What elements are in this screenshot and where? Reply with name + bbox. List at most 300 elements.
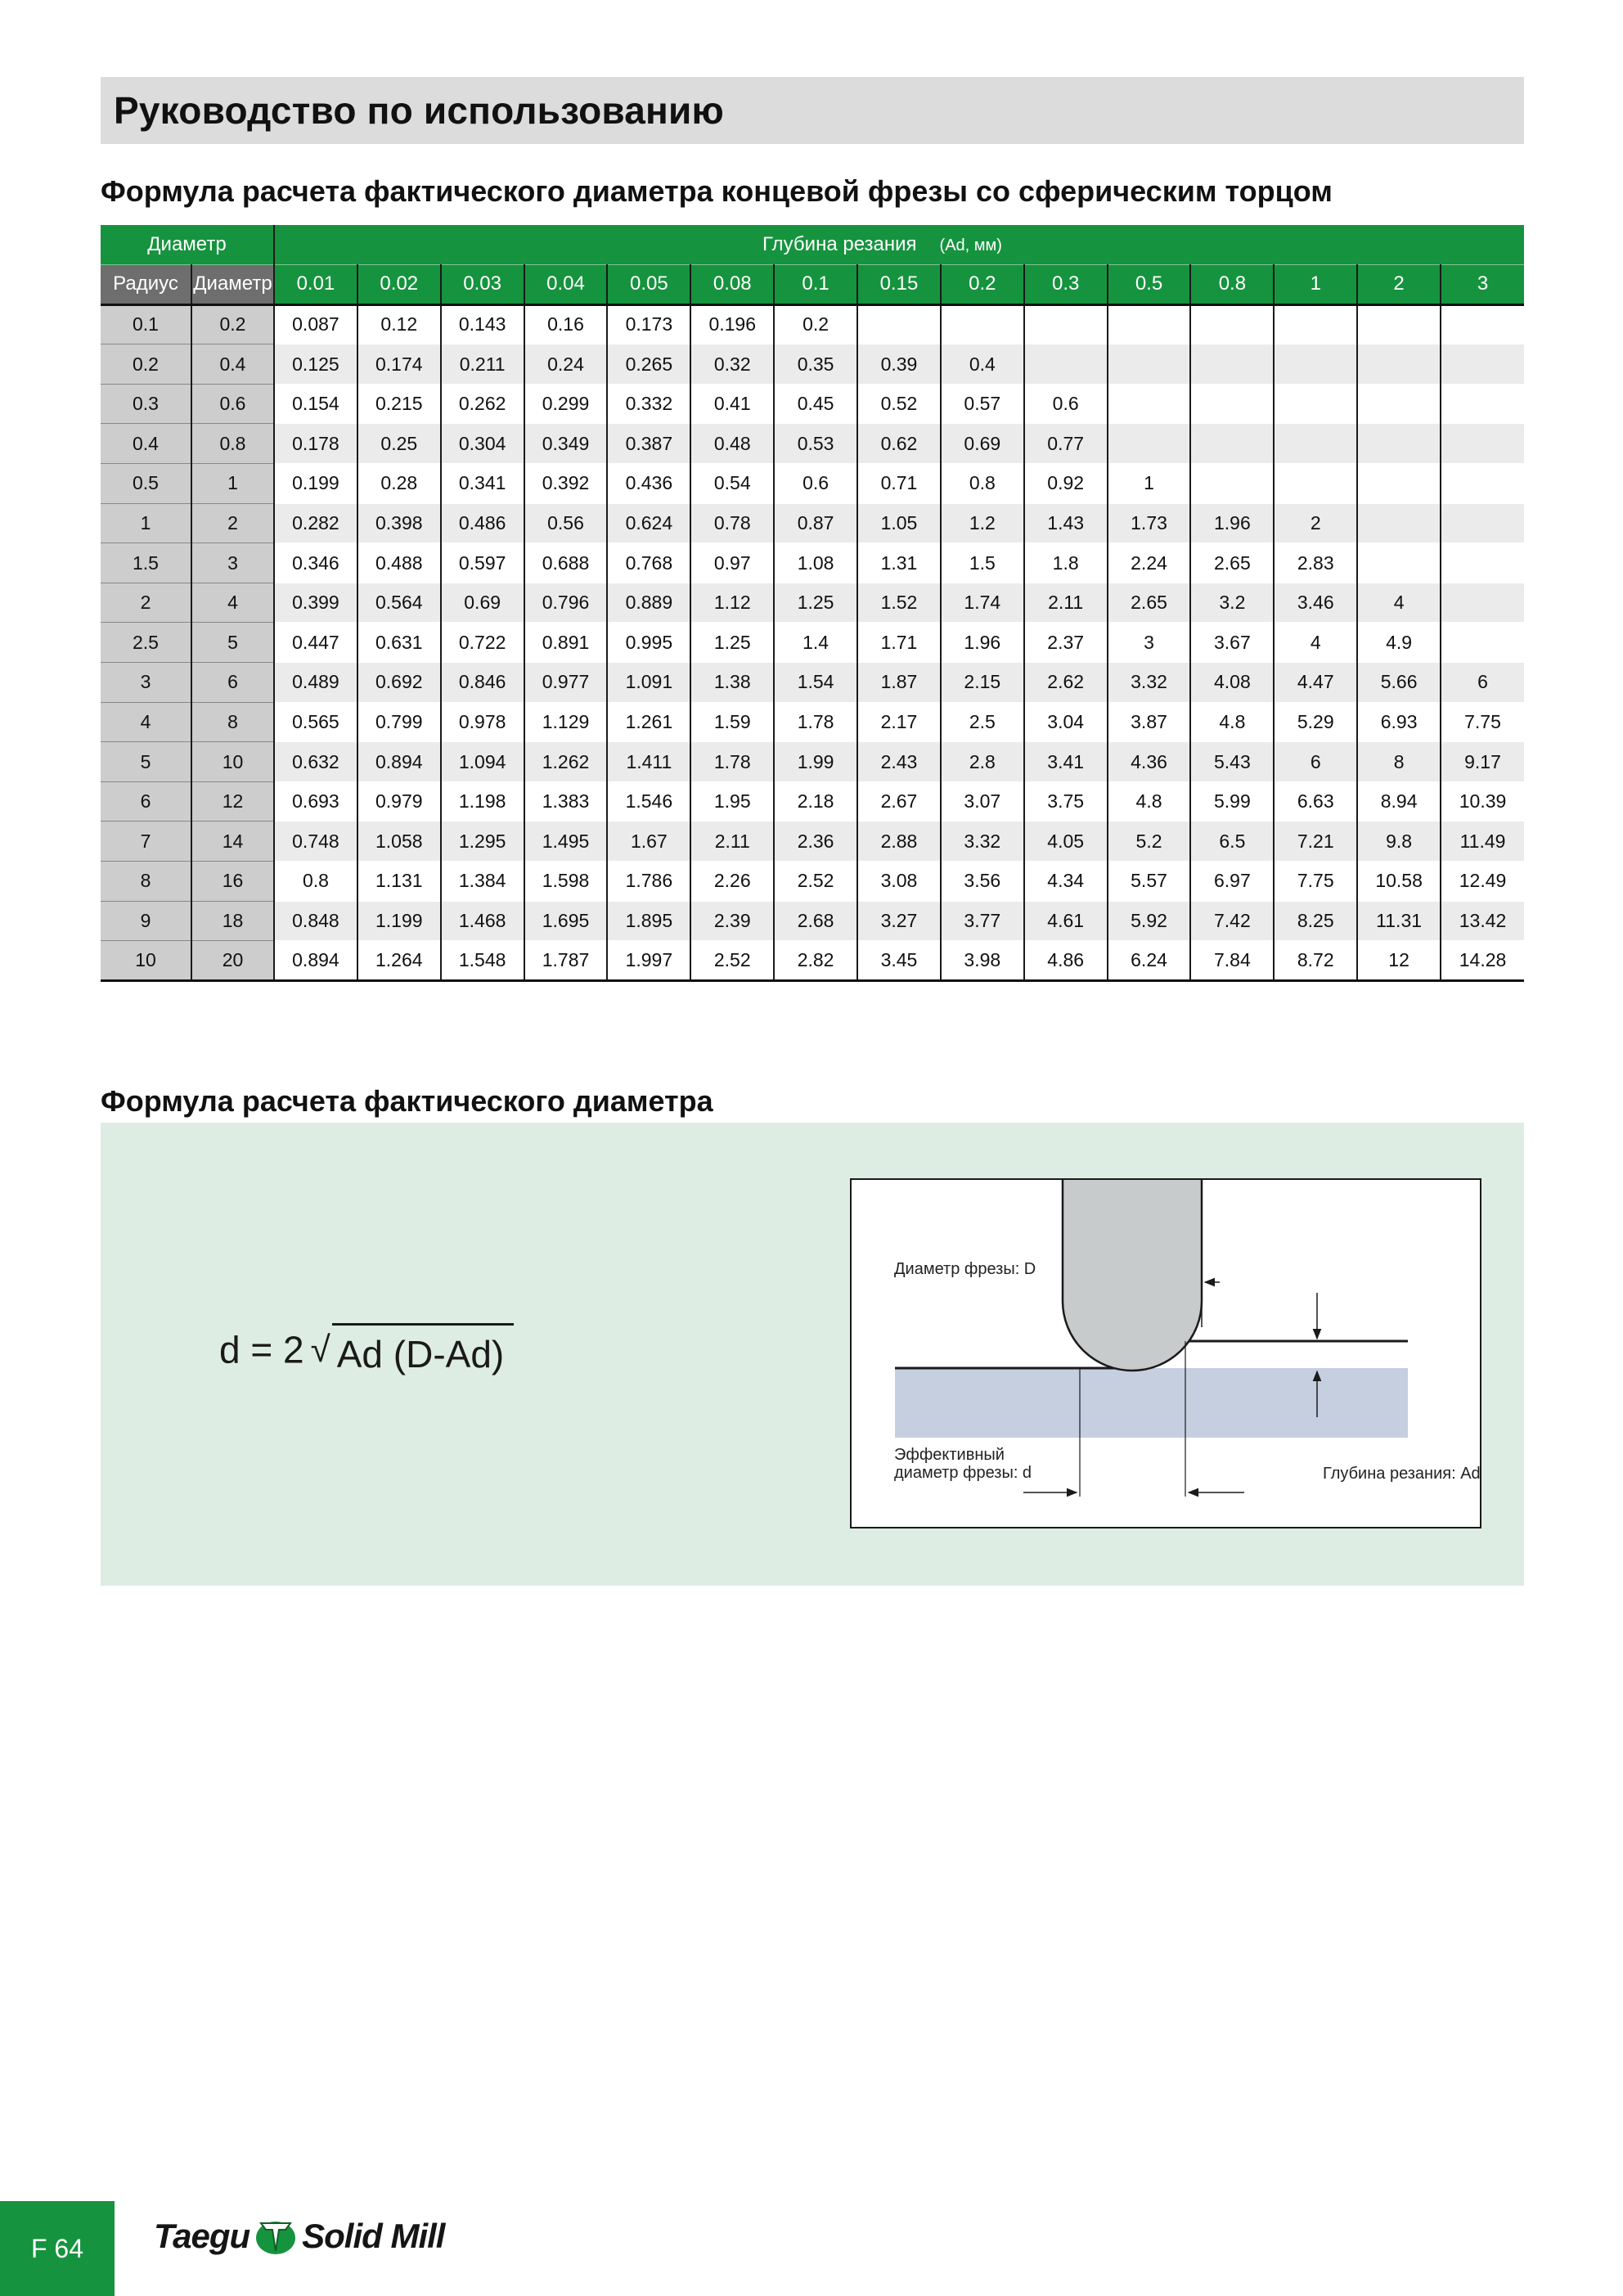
effective-diameter-cell: 0.565 bbox=[274, 702, 357, 742]
effective-diameter-cell: 0.692 bbox=[357, 663, 441, 703]
effective-diameter-cell: 0.174 bbox=[357, 344, 441, 385]
effective-diameter-cell: 1.598 bbox=[524, 862, 608, 902]
effective-diameter-cell: 1 bbox=[1108, 464, 1191, 504]
workpiece-shape bbox=[895, 1368, 1408, 1438]
diameter-cell: 0.4 bbox=[191, 344, 274, 385]
effective-diameter-cell: 1.4 bbox=[774, 623, 857, 663]
effective-diameter-cell: 4.61 bbox=[1024, 901, 1108, 941]
column-header-depth: 0.3 bbox=[1024, 265, 1108, 305]
effective-diameter-cell bbox=[1441, 503, 1524, 543]
table-row bbox=[101, 742, 1524, 782]
effective-diameter-cell: 2.43 bbox=[857, 742, 941, 782]
diameter-cell: 18 bbox=[191, 901, 274, 941]
effective-diameter-label-line1: Эффективный bbox=[894, 1446, 1005, 1464]
effective-diameter-cell: 2.52 bbox=[690, 941, 774, 981]
radius-cell: 1 bbox=[101, 503, 191, 543]
effective-diameter-cell: 0.8 bbox=[274, 862, 357, 902]
effective-diameter-cell: 3.56 bbox=[941, 862, 1024, 902]
effective-diameter-cell: 1.261 bbox=[607, 702, 690, 742]
effective-diameter-cell: 0.889 bbox=[607, 583, 690, 623]
group-header-diameter: Диаметр bbox=[101, 225, 274, 265]
effective-diameter-cell: 2.15 bbox=[941, 663, 1024, 703]
column-header-depth: 0.02 bbox=[357, 265, 441, 305]
effective-diameter-cell: 3.75 bbox=[1024, 781, 1108, 822]
effective-diameter-cell: 1.05 bbox=[857, 503, 941, 543]
effective-diameter-cell: 4.47 bbox=[1274, 663, 1357, 703]
effective-diameter-cell: 0.16 bbox=[524, 304, 608, 344]
page-number: F 64 bbox=[30, 2233, 84, 2263]
effective-diameter-cell: 1.468 bbox=[441, 901, 524, 941]
effective-diameter-cell: 6.24 bbox=[1108, 941, 1191, 981]
radius-cell: 2.5 bbox=[101, 623, 191, 663]
brand-name-part2: Solid Mill bbox=[302, 2217, 445, 2255]
effective-diameter-cell: 0.41 bbox=[690, 384, 774, 424]
effective-diameter-cell: 0.978 bbox=[441, 702, 524, 742]
effective-diameter-cell: 2.82 bbox=[774, 941, 857, 981]
column-header-diameter: Диаметр bbox=[191, 265, 274, 305]
effective-diameter-cell: 4.36 bbox=[1108, 742, 1191, 782]
effective-diameter-cell: 0.35 bbox=[774, 344, 857, 385]
column-header-depth: 0.04 bbox=[524, 265, 608, 305]
effective-diameter-cell: 0.564 bbox=[357, 583, 441, 623]
effective-diameter-cell: 0.768 bbox=[607, 543, 690, 583]
effective-diameter-cell: 0.262 bbox=[441, 384, 524, 424]
effective-diameter-cell: 2.36 bbox=[774, 822, 857, 862]
effective-diameter-cell: 0.995 bbox=[607, 623, 690, 663]
effective-diameter-cell: 4.9 bbox=[1357, 623, 1441, 663]
column-header-depth: 0.5 bbox=[1108, 265, 1191, 305]
effective-diameter-cell: 1.25 bbox=[774, 583, 857, 623]
effective-diameter-cell bbox=[1024, 304, 1108, 344]
effective-diameter-cell: 10.58 bbox=[1357, 862, 1441, 902]
effective-diameter-cell bbox=[1108, 344, 1191, 385]
table-row bbox=[101, 543, 1524, 583]
effective-diameter-cell: 10.39 bbox=[1441, 781, 1524, 822]
diameter-cell: 14 bbox=[191, 822, 274, 862]
effective-diameter-cell: 0.299 bbox=[524, 384, 608, 424]
effective-diameter-cell: 1.8 bbox=[1024, 543, 1108, 583]
effective-diameter-cell: 0.979 bbox=[357, 781, 441, 822]
column-header-radius: Радиус bbox=[101, 265, 191, 305]
effective-diameter-cell: 0.28 bbox=[357, 464, 441, 504]
effective-diameter-cell: 0.92 bbox=[1024, 464, 1108, 504]
diameter-cell: 5 bbox=[191, 623, 274, 663]
column-header-depth: 0.1 bbox=[774, 265, 857, 305]
effective-diameter-cell: 2.52 bbox=[774, 862, 857, 902]
effective-diameter-cell: 1.99 bbox=[774, 742, 857, 782]
effective-diameter-cell: 1.091 bbox=[607, 663, 690, 703]
formula-panel bbox=[101, 1123, 1524, 1586]
brand-logo bbox=[154, 2214, 444, 2258]
depth-of-cut-label: Глубина резания: Ad bbox=[1323, 1465, 1481, 1483]
radius-cell: 5 bbox=[101, 742, 191, 782]
effective-diameter-cell: 0.722 bbox=[441, 623, 524, 663]
effective-diameter-cell: 1.786 bbox=[607, 862, 690, 902]
effective-diameter-cell: 2.65 bbox=[1190, 543, 1274, 583]
table-row bbox=[101, 941, 1524, 981]
effective-diameter-cell: 1.31 bbox=[857, 543, 941, 583]
effective-diameter-cell: 1.695 bbox=[524, 901, 608, 941]
radius-cell: 6 bbox=[101, 781, 191, 822]
effective-diameter-cell: 0.436 bbox=[607, 464, 690, 504]
effective-diameter-cell: 8 bbox=[1357, 742, 1441, 782]
table-row bbox=[101, 623, 1524, 663]
effective-diameter-cell: 1.73 bbox=[1108, 503, 1191, 543]
effective-diameter-cell: 1.74 bbox=[941, 583, 1024, 623]
page-title: Руководство по использованию bbox=[114, 89, 724, 132]
effective-diameter-cell: 1.383 bbox=[524, 781, 608, 822]
effective-diameter-cell: 6.63 bbox=[1274, 781, 1357, 822]
effective-diameter-cell: 3.08 bbox=[857, 862, 941, 902]
table-row bbox=[101, 781, 1524, 822]
effective-diameter-cell: 5.92 bbox=[1108, 901, 1191, 941]
effective-diameter-cell: 3.46 bbox=[1274, 583, 1357, 623]
effective-diameter-cell: 0.69 bbox=[441, 583, 524, 623]
effective-diameter-cell: 12 bbox=[1357, 941, 1441, 981]
effective-diameter-cell: 4.86 bbox=[1024, 941, 1108, 981]
column-header-depth: 0.8 bbox=[1190, 265, 1274, 305]
effective-diameter-cell: 13.42 bbox=[1441, 901, 1524, 941]
effective-diameter-cell: 0.447 bbox=[274, 623, 357, 663]
effective-diameter-cell: 0.78 bbox=[690, 503, 774, 543]
effective-diameter-cell: 4 bbox=[1357, 583, 1441, 623]
effective-diameter-cell bbox=[1357, 424, 1441, 464]
effective-diameter-cell: 0.6 bbox=[1024, 384, 1108, 424]
table-row bbox=[101, 424, 1524, 464]
diameter-cell: 16 bbox=[191, 862, 274, 902]
effective-diameter-cell: 0.392 bbox=[524, 464, 608, 504]
cutter-diameter-label: Диаметр фрезы: D bbox=[894, 1260, 1036, 1278]
effective-diameter-cell: 11.49 bbox=[1441, 822, 1524, 862]
effective-diameter-cell: 2.62 bbox=[1024, 663, 1108, 703]
effective-diameter-cell bbox=[1274, 464, 1357, 504]
effective-diameter-cell: 3.77 bbox=[941, 901, 1024, 941]
effective-diameter-cell: 0.304 bbox=[441, 424, 524, 464]
effective-diameter-cell: 2.39 bbox=[690, 901, 774, 941]
effective-diameter-cell: 9.17 bbox=[1441, 742, 1524, 782]
effective-diameter-cell: 1.384 bbox=[441, 862, 524, 902]
effective-diameter-cell: 1.058 bbox=[357, 822, 441, 862]
table-row bbox=[101, 503, 1524, 543]
effective-diameter-cell: 0.87 bbox=[774, 503, 857, 543]
effective-diameter-cell: 1.895 bbox=[607, 901, 690, 941]
effective-diameter-cell bbox=[1441, 543, 1524, 583]
effective-diameter-cell: 4.8 bbox=[1108, 781, 1191, 822]
effective-diameter-cell: 0.087 bbox=[274, 304, 357, 344]
effective-diameter-cell: 0.52 bbox=[857, 384, 941, 424]
diameter-cell: 12 bbox=[191, 781, 274, 822]
radius-cell: 0.3 bbox=[101, 384, 191, 424]
effective-diameter-cell: 0.62 bbox=[857, 424, 941, 464]
effective-diameter-cell: 0.624 bbox=[607, 503, 690, 543]
column-header-depth: 0.2 bbox=[941, 265, 1024, 305]
effective-diameter-cell: 0.53 bbox=[774, 424, 857, 464]
effective-diameter-cell: 1.43 bbox=[1024, 503, 1108, 543]
group-header-depth bbox=[274, 225, 1524, 265]
effective-diameter-cell: 0.57 bbox=[941, 384, 1024, 424]
effective-diameter-cell bbox=[1190, 384, 1274, 424]
column-header-depth: 0.15 bbox=[857, 265, 941, 305]
effective-diameter-cell: 0.12 bbox=[357, 304, 441, 344]
effective-diameter-cell: 0.154 bbox=[274, 384, 357, 424]
table-group-header-row bbox=[101, 225, 1524, 265]
effective-diameter-cell bbox=[1274, 384, 1357, 424]
effective-diameter-cell: 0.215 bbox=[357, 384, 441, 424]
effective-diameter-cell: 2.11 bbox=[1024, 583, 1108, 623]
effective-diameter-cell: 0.894 bbox=[274, 941, 357, 981]
effective-diameter-cell: 4 bbox=[1274, 623, 1357, 663]
effective-diameter-table bbox=[101, 225, 1524, 982]
effective-diameter-cell: 2.65 bbox=[1108, 583, 1191, 623]
effective-diameter-cell: 0.8 bbox=[941, 464, 1024, 504]
effective-diameter-cell bbox=[1274, 304, 1357, 344]
effective-diameter-cell: 5.66 bbox=[1357, 663, 1441, 703]
depth-header-label: Глубина резания bbox=[762, 233, 917, 256]
effective-diameter-cell: 3.27 bbox=[857, 901, 941, 941]
effective-diameter-cell: 12.49 bbox=[1441, 862, 1524, 902]
depth-header-unit: (Ad, мм) bbox=[939, 236, 1002, 255]
page-number-tab bbox=[0, 2201, 115, 2296]
effective-diameter-cell bbox=[1190, 464, 1274, 504]
effective-diameter-cell bbox=[1357, 304, 1441, 344]
effective-diameter-cell: 0.349 bbox=[524, 424, 608, 464]
radius-cell: 3 bbox=[101, 663, 191, 703]
column-header-depth: 0.08 bbox=[690, 265, 774, 305]
formula-lhs: d = 2 bbox=[219, 1328, 304, 1371]
table-row bbox=[101, 304, 1524, 344]
effective-diameter-cell: 5.99 bbox=[1190, 781, 1274, 822]
radius-cell: 4 bbox=[101, 702, 191, 742]
column-header-depth: 0.01 bbox=[274, 265, 357, 305]
effective-diameter-cell: 2.18 bbox=[774, 781, 857, 822]
effective-diameter-cell: 0.486 bbox=[441, 503, 524, 543]
effective-diameter-cell: 0.6 bbox=[774, 464, 857, 504]
effective-diameter-cell: 1.54 bbox=[774, 663, 857, 703]
effective-diameter-cell: 0.631 bbox=[357, 623, 441, 663]
radius-cell: 0.5 bbox=[101, 464, 191, 504]
effective-diameter-cell: 0.32 bbox=[690, 344, 774, 385]
effective-diameter-cell: 5.29 bbox=[1274, 702, 1357, 742]
effective-diameter-cell bbox=[1441, 623, 1524, 663]
effective-diameter-cell: 0.45 bbox=[774, 384, 857, 424]
effective-diameter-cell: 2.67 bbox=[857, 781, 941, 822]
effective-diameter-cell: 1.25 bbox=[690, 623, 774, 663]
diameter-cell: 0.2 bbox=[191, 304, 274, 344]
formula-section-title: Формула расчета фактического диаметра bbox=[101, 1084, 713, 1118]
effective-diameter-cell: 8.94 bbox=[1357, 781, 1441, 822]
effective-diameter-cell: 1.96 bbox=[941, 623, 1024, 663]
effective-diameter-cell: 3.32 bbox=[1108, 663, 1191, 703]
effective-diameter-cell: 1.71 bbox=[857, 623, 941, 663]
effective-diameter-cell bbox=[1274, 424, 1357, 464]
effective-diameter-cell: 4.08 bbox=[1190, 663, 1274, 703]
effective-diameter-cell: 0.282 bbox=[274, 503, 357, 543]
effective-diameter-cell: 0.488 bbox=[357, 543, 441, 583]
effective-diameter-cell: 1.264 bbox=[357, 941, 441, 981]
effective-diameter-cell: 1.95 bbox=[690, 781, 774, 822]
effective-diameter-cell: 0.891 bbox=[524, 623, 608, 663]
effective-diameter-cell: 0.693 bbox=[274, 781, 357, 822]
diameter-cell: 1 bbox=[191, 464, 274, 504]
effective-diameter-cell bbox=[1190, 344, 1274, 385]
effective-diameter-cell: 2 bbox=[1274, 503, 1357, 543]
radius-cell: 1.5 bbox=[101, 543, 191, 583]
table-row bbox=[101, 822, 1524, 862]
effective-diameter-cell: 0.54 bbox=[690, 464, 774, 504]
effective-diameter-cell: 1.198 bbox=[441, 781, 524, 822]
effective-diameter-cell bbox=[1357, 503, 1441, 543]
effective-diameter-cell: 1.411 bbox=[607, 742, 690, 782]
effective-diameter-cell: 0.489 bbox=[274, 663, 357, 703]
effective-diameter-cell: 0.796 bbox=[524, 583, 608, 623]
effective-diameter-cell: 2.26 bbox=[690, 862, 774, 902]
effective-diameter-cell: 2.88 bbox=[857, 822, 941, 862]
effective-diameter-cell: 1.495 bbox=[524, 822, 608, 862]
effective-diameter-cell: 2.5 bbox=[941, 702, 1024, 742]
effective-diameter-cell: 1.199 bbox=[357, 901, 441, 941]
effective-diameter-cell: 3.32 bbox=[941, 822, 1024, 862]
table-column-header-row bbox=[101, 265, 1524, 305]
effective-diameter-cell: 1.094 bbox=[441, 742, 524, 782]
table-body bbox=[101, 304, 1524, 980]
effective-diameter-cell: 0.894 bbox=[357, 742, 441, 782]
effective-diameter-cell: 6.97 bbox=[1190, 862, 1274, 902]
radius-cell: 8 bbox=[101, 862, 191, 902]
table-row bbox=[101, 663, 1524, 703]
effective-diameter-cell: 7.75 bbox=[1274, 862, 1357, 902]
effective-diameter-cell: 0.173 bbox=[607, 304, 690, 344]
effective-diameter-cell: 0.125 bbox=[274, 344, 357, 385]
effective-diameter-cell bbox=[1441, 424, 1524, 464]
effective-diameter-cell: 0.77 bbox=[1024, 424, 1108, 464]
table-row bbox=[101, 901, 1524, 941]
effective-diameter-cell: 1.59 bbox=[690, 702, 774, 742]
effective-diameter-cell: 0.24 bbox=[524, 344, 608, 385]
radius-cell: 10 bbox=[101, 941, 191, 981]
effective-diameter-cell: 0.69 bbox=[941, 424, 1024, 464]
effective-diameter-cell: 1.12 bbox=[690, 583, 774, 623]
effective-diameter-cell: 0.799 bbox=[357, 702, 441, 742]
effective-diameter-cell: 0.748 bbox=[274, 822, 357, 862]
table-row bbox=[101, 384, 1524, 424]
effective-diameter-cell: 6.93 bbox=[1357, 702, 1441, 742]
effective-diameter-cell: 3.87 bbox=[1108, 702, 1191, 742]
effective-diameter-cell: 1.67 bbox=[607, 822, 690, 862]
radius-cell: 0.1 bbox=[101, 304, 191, 344]
square-root-sign: √ bbox=[310, 1329, 330, 1370]
cutter-tool-shape bbox=[1063, 1180, 1202, 1371]
effective-diameter-cell: 0.143 bbox=[441, 304, 524, 344]
effective-diameter-cell: 0.688 bbox=[524, 543, 608, 583]
effective-diameter-cell bbox=[1357, 344, 1441, 385]
effective-diameter-cell: 1.08 bbox=[774, 543, 857, 583]
effective-diameter-cell: 0.56 bbox=[524, 503, 608, 543]
radius-cell: 9 bbox=[101, 901, 191, 941]
effective-diameter-cell: 3.98 bbox=[941, 941, 1024, 981]
diameter-cell: 2 bbox=[191, 503, 274, 543]
diameter-cell: 6 bbox=[191, 663, 274, 703]
column-header-depth: 3 bbox=[1441, 265, 1524, 305]
effective-diameter-cell: 7.75 bbox=[1441, 702, 1524, 742]
effective-diameter-cell: 6 bbox=[1274, 742, 1357, 782]
effective-diameter-cell: 0.846 bbox=[441, 663, 524, 703]
effective-diameter-cell: 3.67 bbox=[1190, 623, 1274, 663]
effective-diameter-cell: 1.2 bbox=[941, 503, 1024, 543]
effective-diameter-cell: 0.387 bbox=[607, 424, 690, 464]
effective-diameter-cell: 2.24 bbox=[1108, 543, 1191, 583]
effective-diameter-cell bbox=[941, 304, 1024, 344]
formula-expression bbox=[219, 1323, 514, 1376]
diameter-cell: 3 bbox=[191, 543, 274, 583]
radius-cell: 0.4 bbox=[101, 424, 191, 464]
table-row bbox=[101, 702, 1524, 742]
effective-diameter-cell: 0.399 bbox=[274, 583, 357, 623]
effective-diameter-cell: 0.632 bbox=[274, 742, 357, 782]
effective-diameter-cell: 0.196 bbox=[690, 304, 774, 344]
table-row bbox=[101, 464, 1524, 504]
effective-diameter-cell: 3.04 bbox=[1024, 702, 1108, 742]
effective-diameter-cell: 1.96 bbox=[1190, 503, 1274, 543]
diameter-table-container bbox=[101, 225, 1524, 982]
column-header-depth: 1 bbox=[1274, 265, 1357, 305]
effective-diameter-cell bbox=[1108, 424, 1191, 464]
effective-diameter-cell: 4.34 bbox=[1024, 862, 1108, 902]
effective-diameter-cell bbox=[1190, 304, 1274, 344]
effective-diameter-cell: 3.2 bbox=[1190, 583, 1274, 623]
effective-diameter-cell: 0.977 bbox=[524, 663, 608, 703]
effective-diameter-cell: 1.548 bbox=[441, 941, 524, 981]
effective-diameter-cell: 0.398 bbox=[357, 503, 441, 543]
effective-diameter-cell: 7.42 bbox=[1190, 901, 1274, 941]
effective-diameter-cell: 0.71 bbox=[857, 464, 941, 504]
effective-diameter-cell: 5.2 bbox=[1108, 822, 1191, 862]
table-section-title: Формула расчета фактического диаметра концевой фрезы со сферическим торцом bbox=[101, 174, 1333, 208]
effective-diameter-cell: 1.262 bbox=[524, 742, 608, 782]
effective-diameter-cell: 8.72 bbox=[1274, 941, 1357, 981]
effective-diameter-cell: 3.41 bbox=[1024, 742, 1108, 782]
table-row bbox=[101, 862, 1524, 902]
effective-diameter-cell: 0.178 bbox=[274, 424, 357, 464]
effective-diameter-cell: 1.131 bbox=[357, 862, 441, 902]
effective-diameter-cell: 2.68 bbox=[774, 901, 857, 941]
diameter-cell: 0.6 bbox=[191, 384, 274, 424]
table-row bbox=[101, 583, 1524, 623]
diameter-cell: 0.8 bbox=[191, 424, 274, 464]
effective-diameter-cell: 5.43 bbox=[1190, 742, 1274, 782]
diameter-cell: 4 bbox=[191, 583, 274, 623]
effective-diameter-cell: 0.97 bbox=[690, 543, 774, 583]
effective-diameter-cell: 1.787 bbox=[524, 941, 608, 981]
effective-diameter-cell: 1.87 bbox=[857, 663, 941, 703]
effective-diameter-cell: 0.332 bbox=[607, 384, 690, 424]
cutting-diagram bbox=[850, 1178, 1481, 1528]
effective-diameter-cell: 1.546 bbox=[607, 781, 690, 822]
effective-diameter-cell: 0.341 bbox=[441, 464, 524, 504]
effective-diameter-cell bbox=[1357, 384, 1441, 424]
effective-diameter-cell bbox=[1441, 304, 1524, 344]
effective-diameter-cell: 1.295 bbox=[441, 822, 524, 862]
effective-diameter-cell: 1.78 bbox=[690, 742, 774, 782]
effective-diameter-cell: 1.38 bbox=[690, 663, 774, 703]
effective-diameter-cell: 1.129 bbox=[524, 702, 608, 742]
effective-diameter-cell: 2.11 bbox=[690, 822, 774, 862]
effective-diameter-cell bbox=[1357, 464, 1441, 504]
effective-diameter-cell: 0.25 bbox=[357, 424, 441, 464]
effective-diameter-cell: 4.05 bbox=[1024, 822, 1108, 862]
effective-diameter-cell bbox=[1441, 583, 1524, 623]
effective-diameter-cell: 0.39 bbox=[857, 344, 941, 385]
table-row bbox=[101, 344, 1524, 385]
